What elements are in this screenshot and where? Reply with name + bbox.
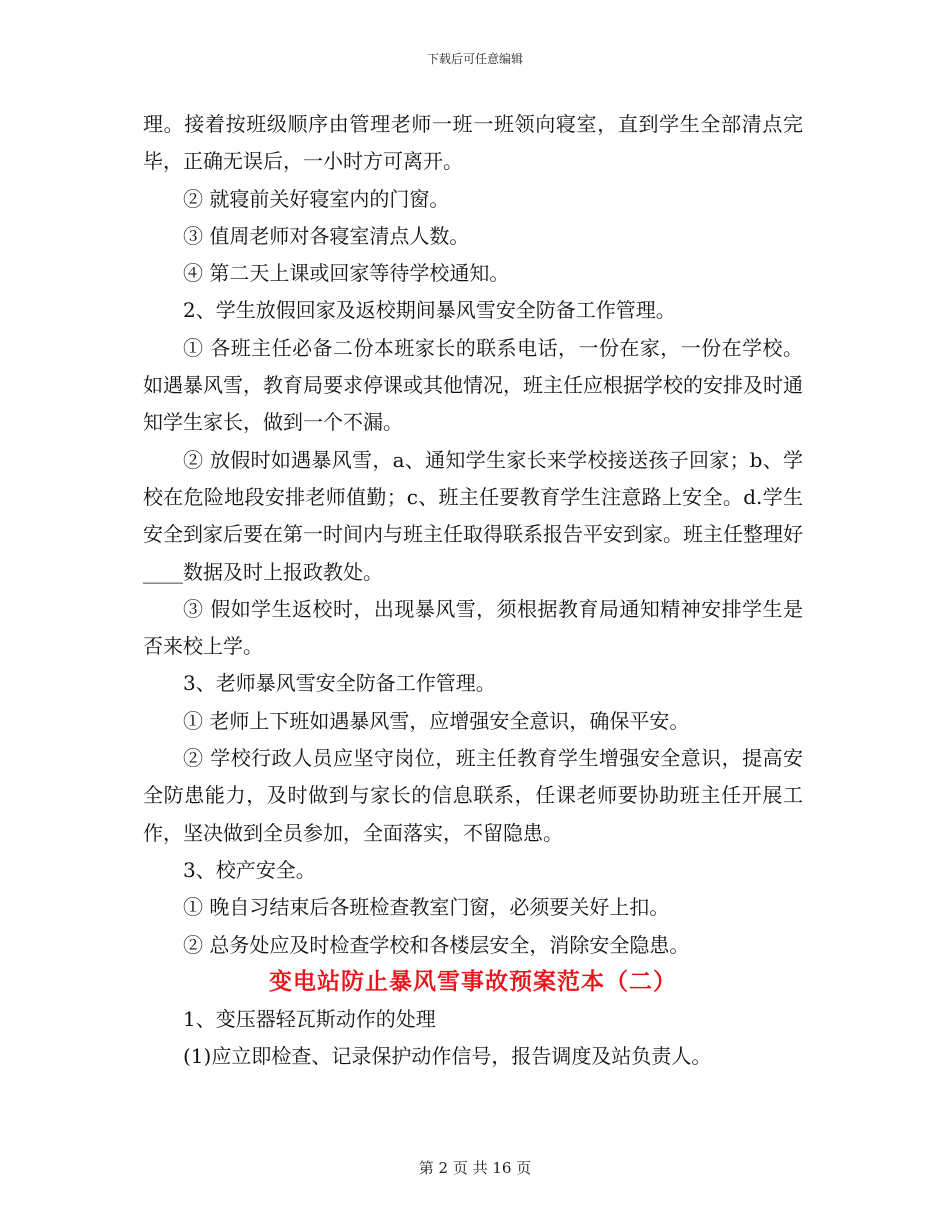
- section-paragraph-2: (1)应立即检查、记录保护动作信号，报告调度及站负责人。: [183, 1044, 712, 1069]
- paragraph-13: ① 晚自习结束后各班检查教室门窗，必须要关好上扣。: [183, 895, 670, 920]
- page-header: 下载后可任意编辑: [426, 52, 523, 66]
- page-footer: 第 2 页 共 16 页: [418, 1159, 532, 1177]
- paragraph-8: ③ 假如学生返校时，出现暴风雪，须根据教育局通知精神安排学生是否来校上学。: [143, 596, 803, 659]
- paragraph-1: 理。接着按班级顺序由管理老师一班一班领向寝室，直到学生全部清点完毕，正确无误后，一小时方可离开。: [143, 112, 803, 174]
- section-paragraph-1: 1、变压器轻瓦斯动作的处理: [183, 1007, 436, 1032]
- paragraph-11: ② 学校行政人员应坚守岗位，班主任教育学生增强安全意识，提高安全防患能力，及时做到与家长的信息联系，任课老师要协助班主任开展工作，坚决做到全员参加，全面落实，不留隐患。: [143, 746, 803, 845]
- document-body: [143, 106, 803, 1076]
- paragraph-6: ① 各班主任必备二份本班家长的联系电话，一份在家，一份在学校。如遇暴风雪，教育局要求停课或其他情况，班主任应根据学校的安排及时通知学生家长，做到一个不漏。: [143, 335, 803, 435]
- paragraph-5: 2、学生放假回家及返校期间暴风雪安全防备工作管理。: [183, 298, 676, 323]
- paragraph-10: ① 老师上下班如遇暴风雪，应增强安全意识，确保平安。: [183, 708, 690, 733]
- paragraph-3: ③ 值周老师对各寝室清点人数。: [183, 223, 470, 248]
- paragraph-2: ② 就寝前关好寝室内的门窗。: [183, 186, 450, 211]
- paragraph-4: ④ 第二天上课或回家等待学校通知。: [183, 261, 510, 286]
- paragraph-12: 3、校产安全。: [183, 857, 316, 882]
- paragraph-14: ② 总务处应及时检查学校和各楼层安全，消除安全隐患。: [183, 932, 690, 957]
- paragraph-9: 3、老师暴风雪安全防备工作管理。: [183, 671, 496, 696]
- section-title: 变电站防止暴风雪事故预案范本（二）: [269, 968, 677, 995]
- paragraph-7: ② 放假时如遇暴风雪，a、通知学生家长来学校接送孩子回家；b、学校在危险地段安排老师值勤；c、班主任要教育学生注意路上安全。d.学生安全到家后要在第一时间内与班主任取得联系报告平安到家。班主任整理好____数据及时上报政教处。: [143, 447, 803, 584]
